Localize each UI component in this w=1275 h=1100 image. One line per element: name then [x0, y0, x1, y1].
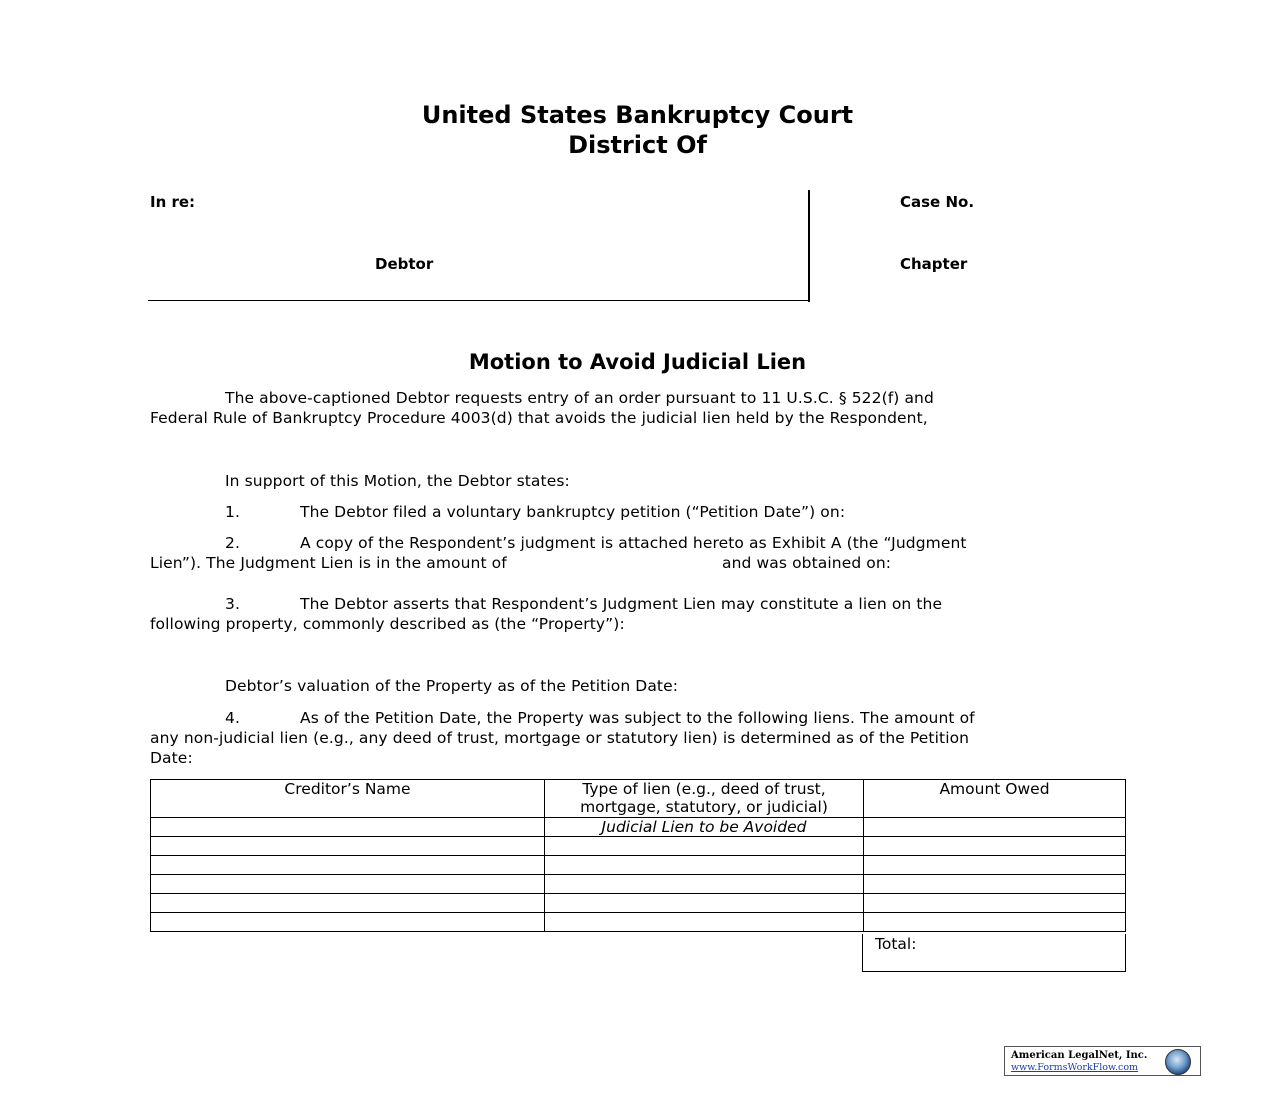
table-row [151, 913, 1126, 932]
header-lien-type [545, 780, 864, 818]
creditor-name-cell[interactable] [151, 894, 545, 913]
in-re-label: In re: [150, 193, 196, 211]
header-amount-owed [864, 780, 1126, 818]
table-row [151, 894, 1126, 913]
paragraph-4-line-2: any non-judicial lien (e.g., any deed of trust, mortgage or statutory lien) is determined as of the Petition [150, 729, 970, 747]
amount-owed-cell[interactable] [864, 894, 1126, 913]
paragraph-4-number: 4. [225, 709, 240, 727]
amount-owed-cell[interactable] [864, 856, 1126, 875]
amount-owed-cell[interactable] [864, 913, 1126, 932]
total-label: Total: [875, 935, 917, 953]
paragraph-3-number: 3. [225, 595, 240, 613]
caption-horizontal-divider [148, 300, 810, 301]
amount-owed-cell[interactable] [864, 875, 1126, 894]
court-name: United States Bankruptcy Court [421, 101, 854, 129]
paragraph-2-number: 2. [225, 534, 240, 552]
globe-icon [1165, 1049, 1191, 1075]
table-header-row [151, 780, 1126, 818]
paragraph-1-text: The Debtor filed a voluntary bankruptcy petition (“Petition Date”) on: [300, 503, 846, 521]
chapter-label: Chapter [900, 255, 968, 273]
caption-vertical-divider [808, 190, 810, 302]
paragraph-2-line-2b: and was obtained on: [722, 554, 892, 572]
lien-type-cell[interactable] [545, 837, 864, 856]
creditor-name-cell[interactable] [151, 875, 545, 894]
lien-type-cell[interactable] [545, 856, 864, 875]
header-creditor-name-text: Creditor’s Name [284, 780, 411, 798]
logo-url-link[interactable]: www.FormsWorkFlow.com [1011, 1062, 1139, 1073]
case-no-label: Case No. [900, 193, 975, 211]
lien-type-cell[interactable] [545, 875, 864, 894]
american-legalnet-logo[interactable] [1004, 1046, 1201, 1076]
district-name: District Of [568, 131, 707, 159]
paragraph-3-line-2: following property, commonly described as (the “Property”): [150, 615, 625, 633]
lien-type-cell[interactable] [545, 913, 864, 932]
amount-owed-cell[interactable] [864, 818, 1126, 837]
table-row [151, 856, 1126, 875]
table-row [151, 837, 1126, 856]
table-row [151, 875, 1126, 894]
paragraph-4-line-3: Date: [150, 749, 193, 767]
judicial-lien-label: Judicial Lien to be Avoided [601, 818, 807, 836]
logo-company-name: American LegalNet, Inc. [1011, 1050, 1148, 1061]
creditor-name-cell[interactable] [151, 856, 545, 875]
paragraph-1-number: 1. [225, 503, 240, 521]
header-creditor-name [151, 780, 545, 818]
valuation-line: Debtor’s valuation of the Property as of the Petition Date: [225, 677, 679, 695]
lien-type-cell [545, 818, 864, 837]
paragraph-2-line-2a: Lien”). The Judgment Lien is in the amount of [150, 554, 507, 572]
intro-line-2: Federal Rule of Bankruptcy Procedure 4003(d) that avoids the judicial lien held by the Respondent, [150, 409, 928, 427]
liens-table [150, 779, 1126, 932]
header-amount-owed-text: Amount Owed [939, 780, 1050, 798]
paragraph-2-line-1: A copy of the Respondent’s judgment is attached hereto as Exhibit A (the “Judgment [300, 534, 967, 552]
intro-line-1: The above-captioned Debtor requests entry of an order pursuant to 11 U.S.C. § 522(f) and [225, 389, 934, 407]
header-lien-type-line-1: Type of lien (e.g., deed of trust, [582, 780, 826, 798]
header-lien-type-line-2: mortgage, statutory, or judicial) [580, 798, 828, 816]
table-row [151, 818, 1126, 837]
support-line: In support of this Motion, the Debtor states: [225, 472, 570, 490]
creditor-name-cell[interactable] [151, 913, 545, 932]
creditor-name-cell[interactable] [151, 818, 545, 837]
lien-type-cell[interactable] [545, 894, 864, 913]
creditor-name-cell[interactable] [151, 837, 545, 856]
total-box[interactable] [862, 934, 1126, 972]
paragraph-4-line-1: As of the Petition Date, the Property was subject to the following liens. The amount of [300, 709, 975, 727]
debtor-label: Debtor [375, 255, 434, 273]
amount-owed-cell[interactable] [864, 837, 1126, 856]
motion-title: Motion to Avoid Judicial Lien [468, 350, 807, 374]
paragraph-3-line-1: The Debtor asserts that Respondent’s Judgment Lien may constitute a lien on the [300, 595, 943, 613]
